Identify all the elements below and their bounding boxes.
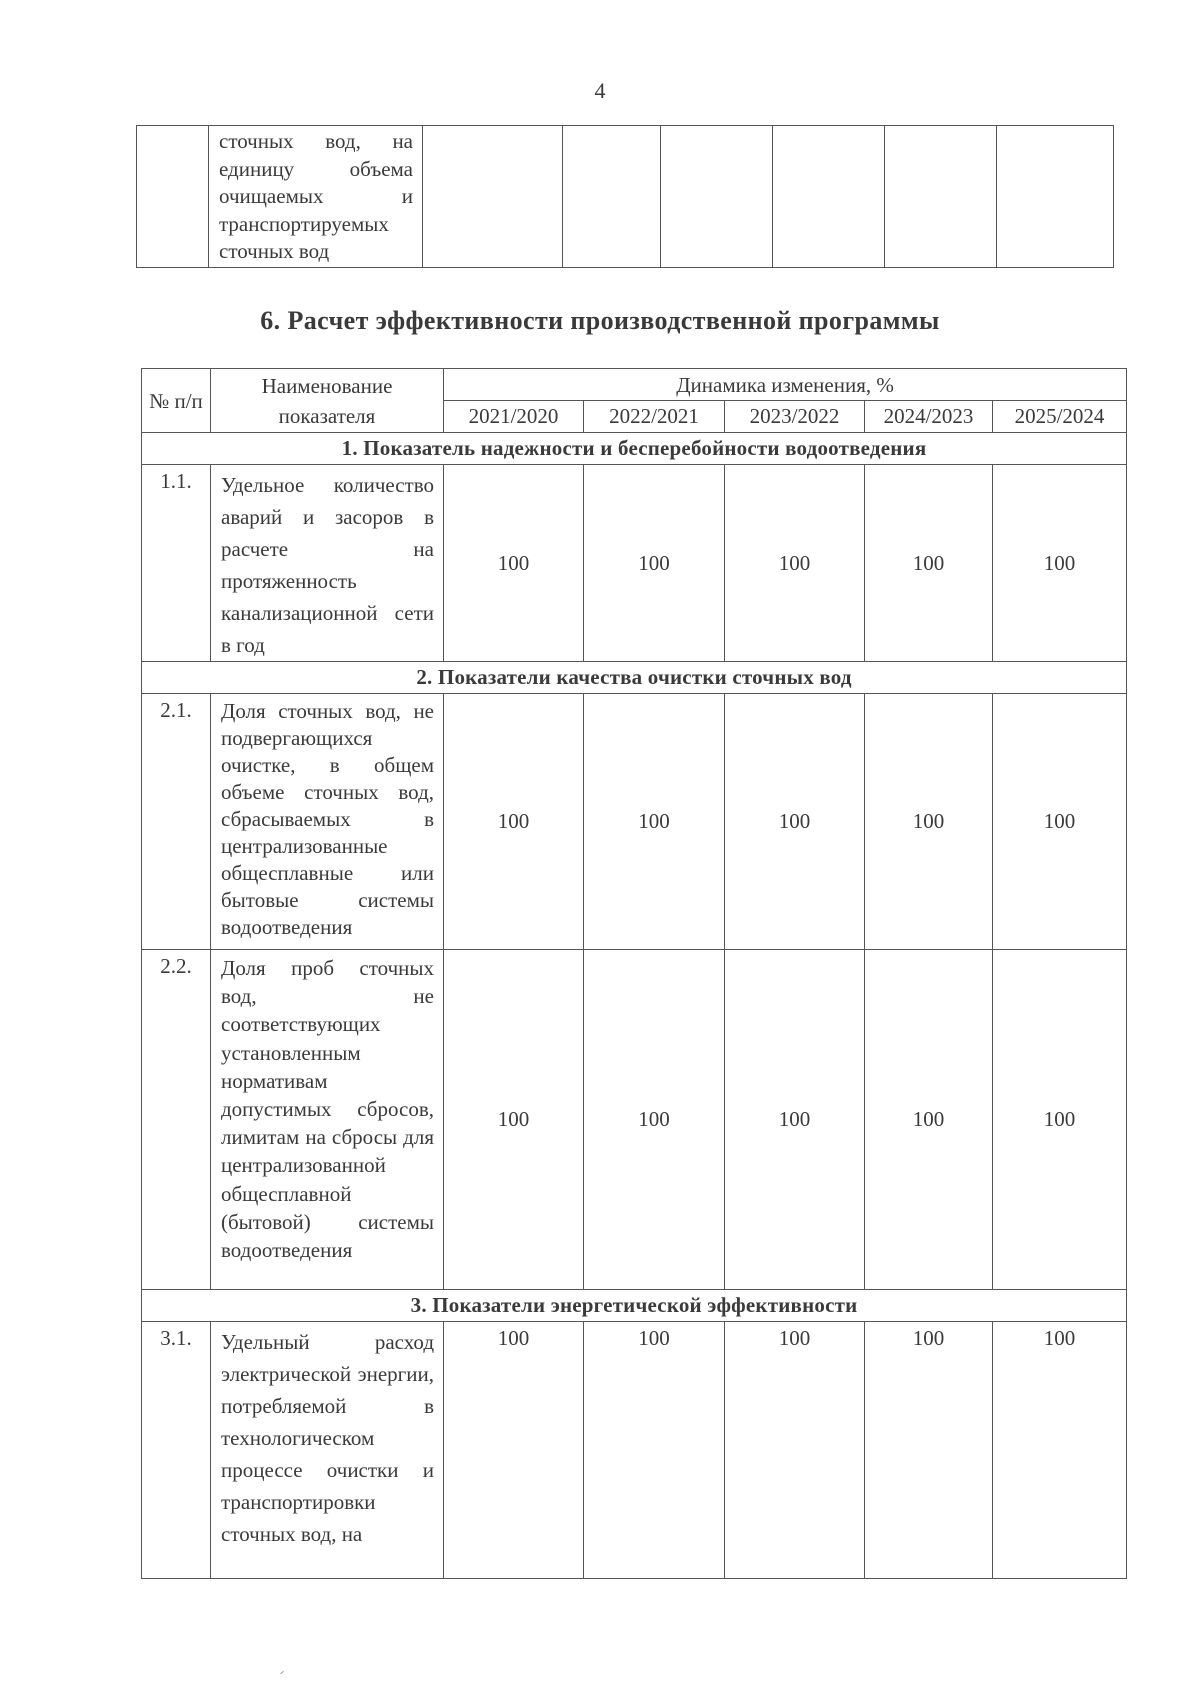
table-row bbox=[137, 126, 1114, 268]
row-number: 2.1. bbox=[142, 694, 211, 950]
year-label: 2022/2021 bbox=[584, 401, 725, 433]
table-cell bbox=[773, 126, 885, 268]
row-value: 100 bbox=[725, 465, 865, 662]
carry-over-table bbox=[136, 125, 1114, 268]
section-title: 6. Расчет эффективности производственной программы bbox=[260, 306, 940, 335]
row-value: 100 bbox=[865, 694, 993, 950]
row-number: 2.2. bbox=[142, 950, 211, 1290]
year-label: 2024/2023 bbox=[865, 401, 993, 433]
table-row bbox=[142, 950, 1127, 1290]
group-row bbox=[142, 662, 1127, 694]
table-cell bbox=[661, 126, 773, 268]
row-value: 100 bbox=[865, 465, 993, 662]
scan-mark bbox=[280, 1671, 284, 1674]
page-number: 4 bbox=[594, 78, 606, 103]
table-cell bbox=[563, 126, 661, 268]
row-value: 100 bbox=[993, 950, 1127, 1290]
row-name: Доля сточных вод, не подвергающихся очистке, в общем объеме сточных вод, сбрасываемых в централизованные общесплавные или бытовые системы водоотведения bbox=[211, 694, 444, 950]
group-title: 2. Показатели качества очистки сточных вод bbox=[142, 662, 1127, 694]
row-value: 100 bbox=[865, 1322, 993, 1579]
table-row bbox=[142, 465, 1127, 662]
row-value: 100 bbox=[993, 465, 1127, 662]
table-cell bbox=[885, 126, 997, 268]
row-value: 100 bbox=[444, 465, 584, 662]
carry-over-name: сточных вод, на единицу объема очищаемых и транспортируемых сточных вод bbox=[209, 126, 423, 268]
row-value: 100 bbox=[993, 1322, 1127, 1579]
group-row bbox=[142, 433, 1127, 465]
header-num: № п/п bbox=[142, 369, 211, 433]
row-value: 100 bbox=[444, 694, 584, 950]
header-dynamics: Динамика изменения, % bbox=[444, 369, 1127, 401]
table-row bbox=[142, 1322, 1127, 1579]
table-cell bbox=[137, 126, 209, 268]
row-value: 100 bbox=[865, 950, 993, 1290]
row-name: Доля проб сточных вод, не соответствующих установленным нормативам допустимых сбросов, лимитам на сбросы для централизованной общесплавной (бытовой) системы водоотведения bbox=[211, 950, 444, 1290]
table-row bbox=[142, 694, 1127, 950]
row-value: 100 bbox=[725, 950, 865, 1290]
row-number: 1.1. bbox=[142, 465, 211, 662]
row-number: 3.1. bbox=[142, 1322, 211, 1579]
group-title: 3. Показатели энергетической эффективности bbox=[142, 1290, 1127, 1322]
year-label: 2021/2020 bbox=[444, 401, 584, 433]
efficiency-table bbox=[141, 368, 1127, 1579]
row-value: 100 bbox=[584, 950, 725, 1290]
row-value: 100 bbox=[444, 1322, 584, 1579]
group-row bbox=[142, 1290, 1127, 1322]
header-row bbox=[142, 369, 1127, 401]
row-value: 100 bbox=[444, 950, 584, 1290]
row-name: Удельное количество аварий и засоров в расчете на протяженность канализационной сети в год bbox=[211, 465, 444, 662]
row-value: 100 bbox=[993, 694, 1127, 950]
header-name: Наименование показателя bbox=[211, 369, 444, 433]
group-title: 1. Показатель надежности и бесперебойности водоотведения bbox=[142, 433, 1127, 465]
year-label: 2025/2024 bbox=[993, 401, 1127, 433]
row-value: 100 bbox=[584, 694, 725, 950]
row-value: 100 bbox=[725, 1322, 865, 1579]
row-value: 100 bbox=[584, 1322, 725, 1579]
row-value: 100 bbox=[584, 465, 725, 662]
year-label: 2023/2022 bbox=[725, 401, 865, 433]
row-name: Удельный расход электрической энергии, потребляемой в технологическом процессе очистки и транспортировки сточных вод, на bbox=[211, 1322, 444, 1579]
table-cell bbox=[997, 126, 1114, 268]
table-cell bbox=[423, 126, 563, 268]
row-value: 100 bbox=[725, 694, 865, 950]
